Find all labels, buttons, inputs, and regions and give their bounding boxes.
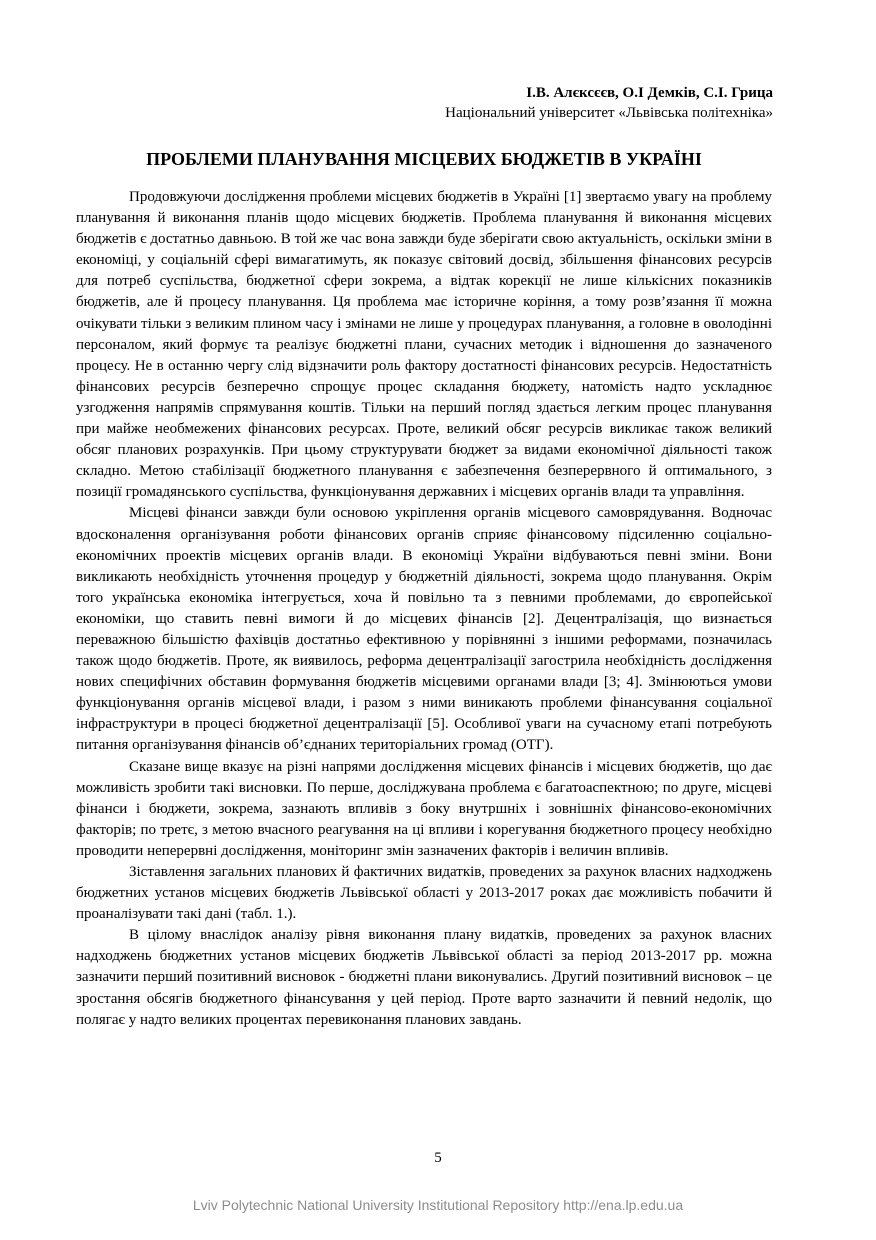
paragraph: Сказане вище вказує на різні напрями дослідження місцевих фінансів і місцевих бюджетів, що дає можливість зробити такі висновки. По перше, досліджувана проблема є багатоаспектною; по друге, місцеві фінанси і бюджети, зокрема, зазнають впливів з боку внутршніх і зовнішніх фінансово-економічних факторів; по третє, з метою вчасного реагування на ці впливи і корегування бюджетного процесу необхідно проводити неперервні дослідження, моніторинг змін зазначених факторів і величин впливів. [76,758,772,859]
paragraph: В цілому внаслідок аналізу рівня виконання плану видатків, проведених за рахунок власних надходжень бюджетних установ місцевих бюджетів Львівської області за період 2013-2017 рр. можна зазначити перший позитивний висновок - бюджетні плани виконувались. Другий позитивний висновок – це зростання обсягів бюджетного фінансування у цей період. Проте варто зазначити й певний недолік, що полягає у надто великих процентах перевиконання планових завдань. [76,927,772,1028]
paragraph: Місцеві фінанси завжди були основою укріплення органів місцевого самоврядування. Водночас вдосконалення організування роботи фінансових органів сприяє фінансовому підсиленню соціально-економічних проектів місцевих органів влади. В економіці України відбуваються певні зміни. Вони викликають необхідність уточнення процедур у бюджетній діяльності, зокрема щодо планування. Окрім того українська економіка інтегрується, хоча й повільно та з певними проблемами, до європейської економіки, що ставить певні вимоги й до місцевих фінансів [2]. Децентралізація, що визнається переважною більшістю фахівців достатньо ефективною у порівнянні з іншими реформами, позначилась також щодо бюджетів. Проте, як виявилось, реформа децентралізації загострила необхідність дослідження нових специфічних обставин формування бюджетів місцевими органами влади [3; 4]. Змінюються умови функціонування органів місцевої влади, і разом з ними виникають проблеми фінансування соціальної інфраструктури в процесі бюджетної децентралізації [5]. Особливої уваги на сучасному етапі потребують питання організування фінансів об’єднаних територіальних громад (ОТГ). [76,505,772,754]
authors: І.В. Алєксєєв, О.І Демків, С.І. Грица [526,85,773,101]
paragraph: Продовжуючи дослідження проблеми місцевих бюджетів в Україні [1] звертаємо увагу на проблему планування й виконання планів щодо місцевих бюджетів. Проблема планування й виконання місцевих бюджетів є достатньо давньою. В той же час вона завжди буде зберігати свою актуальність, оскільки зміни в економіці, у соціальній сфері вимагатимуть, як показує світовий досвід, збільшення фінансових ресурсів для потреб суспільства, бюджетної сфери зокрема, а відтак корекції не лише кількісних показників бюджетів, але й процесу планування. Ця проблема має історичне коріння, а тому розв’язання її можна очікувати тільки з великим плином часу і змінами не лише у процедурах планування, а головне в оволодінні персоналом, який формує та реалізує бюджетні плани, сучасних методик і відношення до зазначеного процесу. Не в останню чергу слід відзначити роль фактору достатності фінансових ресурсів. Недостатність фінансових ресурсів безперечно спрощує процес складання бюджету, натомість надто ускладнює узгодження напрямів спрямування коштів. Тільки на перший погляд здається легким процес планування при майже необмежених фінансових ресурсах. Проте, великий обсяг ресурсів викликає також великий обсяг планових розрахунків. При цьому структурувати бюджет за видами економічної діяльності також складно. Метою стабілізації бюджетного планування є забезпечення безперервного й оптимального, з позиції громадянського суспільства, функціонування державних і місцевих органів влади та управління. [76,189,772,501]
paragraph: Зіставлення загальних планових й фактичних видатків, проведених за рахунок власних надходжень бюджетних установ місцевих бюджетів Львівської області у 2013-2017 роках дає можливість побачити й проаналізувати такі дані (табл. 1.). [76,864,772,923]
page-number: 5 [434,1150,442,1166]
article-title: ПРОБЛЕМИ ПЛАНУВАННЯ МІСЦЕВИХ БЮДЖЕТІВ В УКРАЇНІ [146,149,702,169]
article-body [76,187,772,1031]
affiliation: Національний університет «Львівська політехніка» [445,105,773,121]
repository-footer: Lviv Polytechnic National University Institutional Repository http://ena.lp.edu.ua [192,1197,684,1213]
